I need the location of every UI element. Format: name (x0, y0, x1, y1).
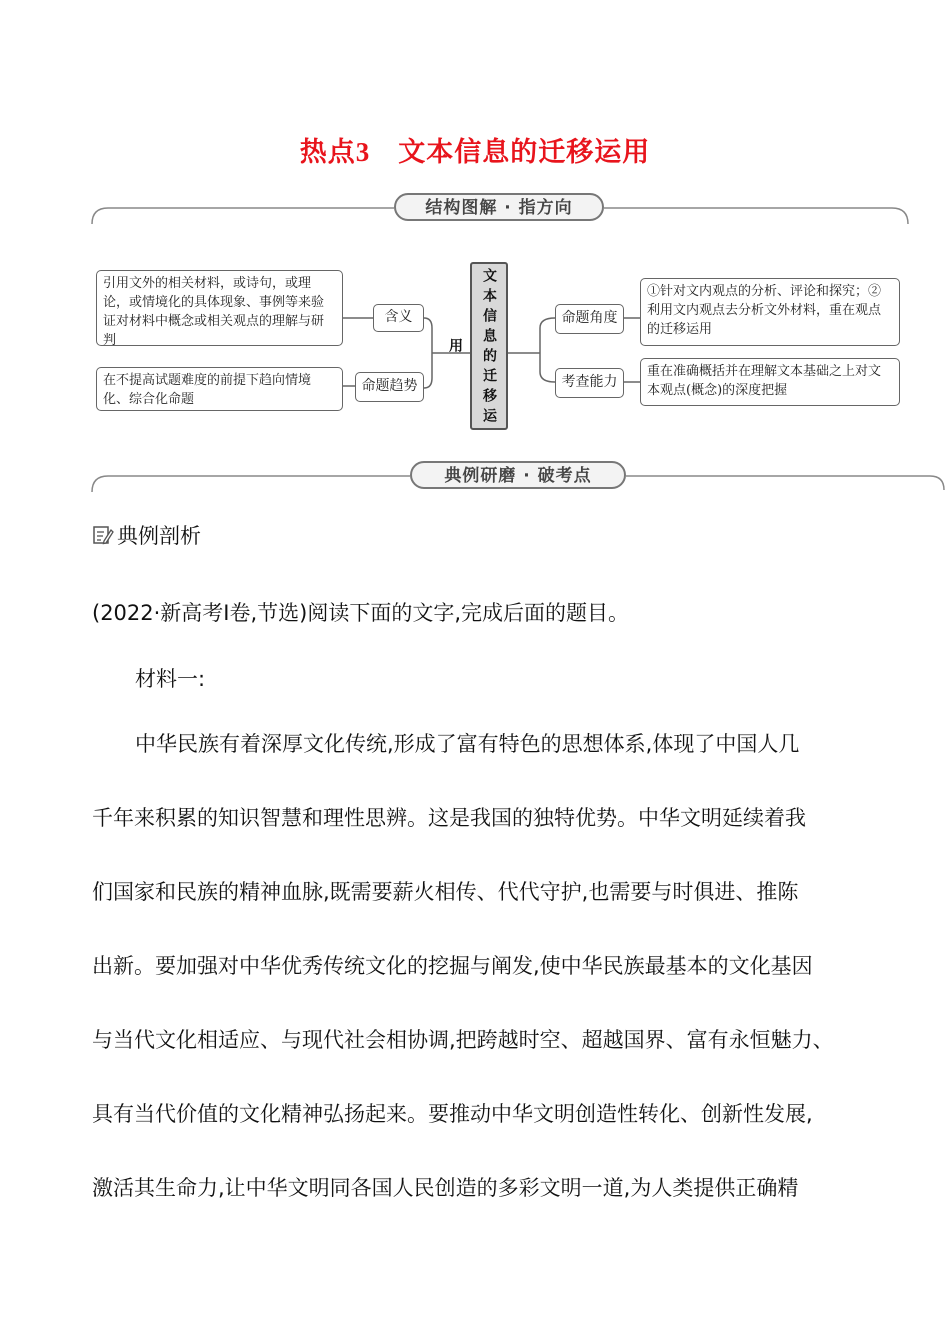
body-line: 与当代文化相适应、与现代社会相协调,把跨越时空、超越国界、富有永恒魅力、 (92, 1028, 834, 1052)
title-text: 文本信息的迁移运用 (398, 137, 651, 168)
banner-structure: 结构图解 · 指方向 (394, 193, 604, 221)
mindmap-node-ability: 考查能力 (555, 368, 624, 398)
material-label: 材料一: (135, 667, 206, 691)
mindmap-node-angle: 命题角度 (555, 304, 624, 334)
body-line: 中华民族有着深厚文化传统,形成了富有特色的思想体系,体现了中国人几 (135, 732, 800, 756)
mindmap-desc-meaning: 引用文外的相关材料，或诗句，或理论，或情境化的具体现象、事例等来验证对材料中概念或相关观点的理解与研判 (96, 270, 343, 346)
mindmap-node-trend: 命题趋势 (355, 372, 424, 402)
mindmap-center: 文本信息的迁移运用 (470, 262, 508, 430)
mindmap-desc-trend: 在不提高试题难度的前提下趋向情境化、综合化命题 (96, 367, 343, 411)
mindmap-desc-ability: 重在准确概括并在理解文本基础之上对文本观点(概念)的深度把握 (640, 358, 900, 406)
edit-note-icon (92, 524, 114, 546)
body-line: 出新。要加强对中华优秀传统文化的挖掘与阐发,使中华民族最基本的文化基因 (92, 954, 813, 978)
body-line: 们国家和民族的精神血脉,既需要薪火相传、代代守护,也需要与时俱进、推陈 (92, 880, 799, 904)
section-heading (92, 520, 201, 550)
mindmap-desc-angle: ①针对文内观点的分析、评论和探究；②利用文内观点去分析文外材料，重在观点的迁移运用 (640, 278, 900, 346)
body-line: 具有当代价值的文化精神弘扬起来。要推动中华文明创造性转化、创新性发展, (92, 1102, 813, 1126)
title-number: 热点3 (299, 137, 371, 167)
banner-examples: 典例研磨 · 破考点 (410, 461, 626, 489)
body-line: 千年来积累的知识智慧和理性思辨。这是我国的独特优势。中华文明延续着我 (92, 806, 806, 830)
body-line: 激活其生命力,让中华文明同各国人民创造的多彩文明一道,为人类提供正确精 (92, 1176, 799, 1200)
mindmap-node-meaning: 含义 (373, 304, 424, 332)
section-label: 典例剖析 (117, 524, 201, 548)
intro-text: (2022·新高考Ⅰ卷,节选)阅读下面的文字,完成后面的题目。 (92, 601, 630, 625)
